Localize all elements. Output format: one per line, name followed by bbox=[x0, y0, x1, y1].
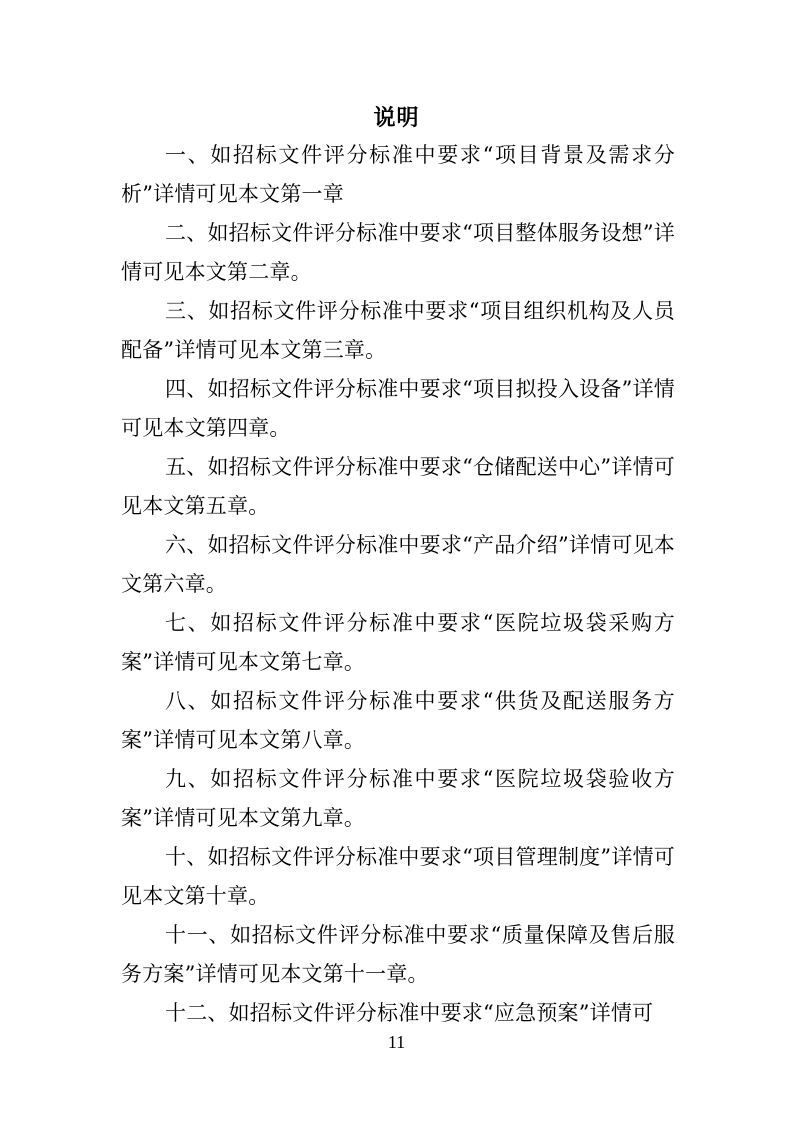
page-title: 说明 bbox=[373, 105, 420, 131]
paragraph-4: 四、如招标文件评分标准中要求“项目拟投入设备”详情可见本文第四章。 bbox=[121, 377, 675, 440]
paragraph-3: 三、如招标文件评分标准中要求“项目组织机构及人员配备”详情可见本文第三章。 bbox=[121, 299, 675, 362]
paragraph-2: 二、如招标文件评分标准中要求“项目整体服务设想”详情可见本文第二章。 bbox=[121, 221, 675, 284]
paragraph-12: 十二、如招标文件评分标准中要求“应急预案”详情可 bbox=[165, 1001, 654, 1025]
document-body bbox=[121, 136, 675, 1033]
paragraph-7: 七、如招标文件评分标准中要求“医院垃圾袋采购方案”详情可见本文第七章。 bbox=[121, 611, 675, 674]
paragraph-5: 五、如招标文件评分标准中要求“仓储配送中心”详情可见本文第五章。 bbox=[121, 455, 675, 518]
page-number: 11 bbox=[387, 1032, 406, 1052]
paragraph-8: 八、如招标文件评分标准中要求“供货及配送服务方案”详情可见本文第八章。 bbox=[121, 689, 675, 752]
paragraph-1: 一、如招标文件评分标准中要求“项目背景及需求分析”详情可见本文第一章 bbox=[121, 143, 675, 206]
paragraph-6: 六、如招标文件评分标准中要求“产品介绍”详情可见本文第六章。 bbox=[121, 533, 675, 596]
paragraph-10: 十、如招标文件评分标准中要求“项目管理制度”详情可见本文第十章。 bbox=[121, 845, 675, 908]
paragraph-9: 九、如招标文件评分标准中要求“医院垃圾袋验收方案”详情可见本文第九章。 bbox=[121, 767, 675, 830]
paragraph-11: 十一、如招标文件评分标准中要求“质量保障及售后服务方案”详情可见本文第十一章。 bbox=[121, 923, 675, 986]
